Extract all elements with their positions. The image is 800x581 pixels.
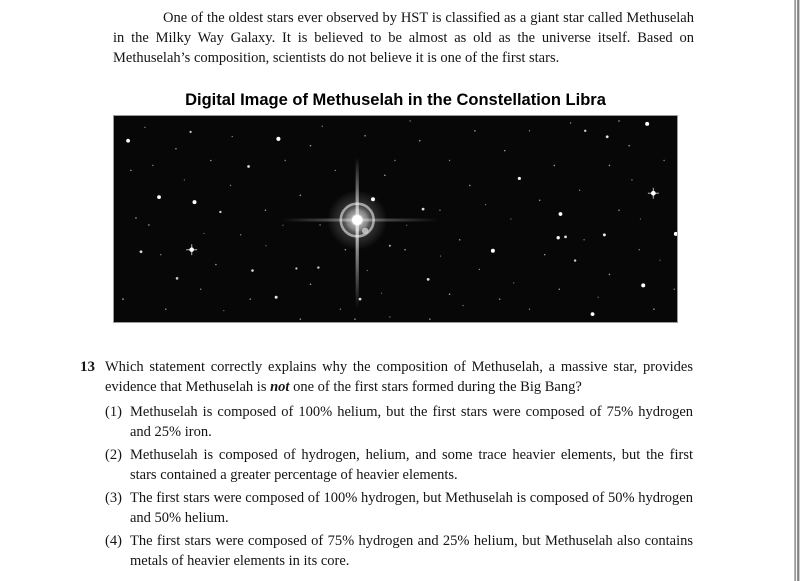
- starfield-svg: [114, 116, 677, 322]
- answer-choice-2: [105, 445, 693, 485]
- question-block: [80, 357, 693, 571]
- choice-3-label: (3): [105, 490, 122, 506]
- star-core: [352, 215, 362, 225]
- answer-choice-1: [105, 402, 693, 442]
- question-text-before: Which statement correctly explains why the composition of Methuselah, a massive star, provides evidence that Methuselah is: [105, 359, 693, 395]
- choice-2-text: Methuselah is composed of hydrogen, helium, and some trace heavier elements, but the first stars contained a greater percentage of heavier elements.: [130, 447, 693, 483]
- answer-choice-3: [105, 488, 693, 528]
- choice-2-label: (2): [105, 447, 122, 463]
- page-edge-line: [793, 0, 800, 581]
- star-image: [113, 115, 678, 323]
- answer-choices: [105, 402, 693, 571]
- question-text: [105, 357, 693, 397]
- figure-title: Digital Image of Methuselah in the Constellation Libra: [185, 91, 606, 109]
- choice-4-label: (4): [105, 533, 122, 549]
- intro-paragraph: One of the oldest stars ever observed by HST is classified as a giant star called Methuselah in the Milky Way Galaxy. It is believed to be almost as old as the universe itself. Based on Methuselah’s composition, scientists do not believe it is one of the first stars.: [113, 10, 694, 66]
- choice-1-label: (1): [105, 404, 122, 420]
- answer-choice-4: [105, 531, 693, 571]
- question-number: 13: [80, 359, 95, 375]
- question-text-after: one of the first stars formed during the Big Bang?: [289, 379, 582, 395]
- choice-3-text: The first stars were composed of 100% hydrogen, but Methuselah is composed of 50% hydrogen and 50% helium.: [130, 490, 693, 526]
- choice-4-text: The first stars were composed of 75% hydrogen and 25% helium, but Methuselah also contains metals of heavier elements in its core.: [130, 533, 693, 569]
- question-emphasis: not: [270, 379, 290, 395]
- choice-1-text: Methuselah is composed of 100% helium, but the first stars were composed of 75% hydrogen and 25% iron.: [130, 404, 693, 440]
